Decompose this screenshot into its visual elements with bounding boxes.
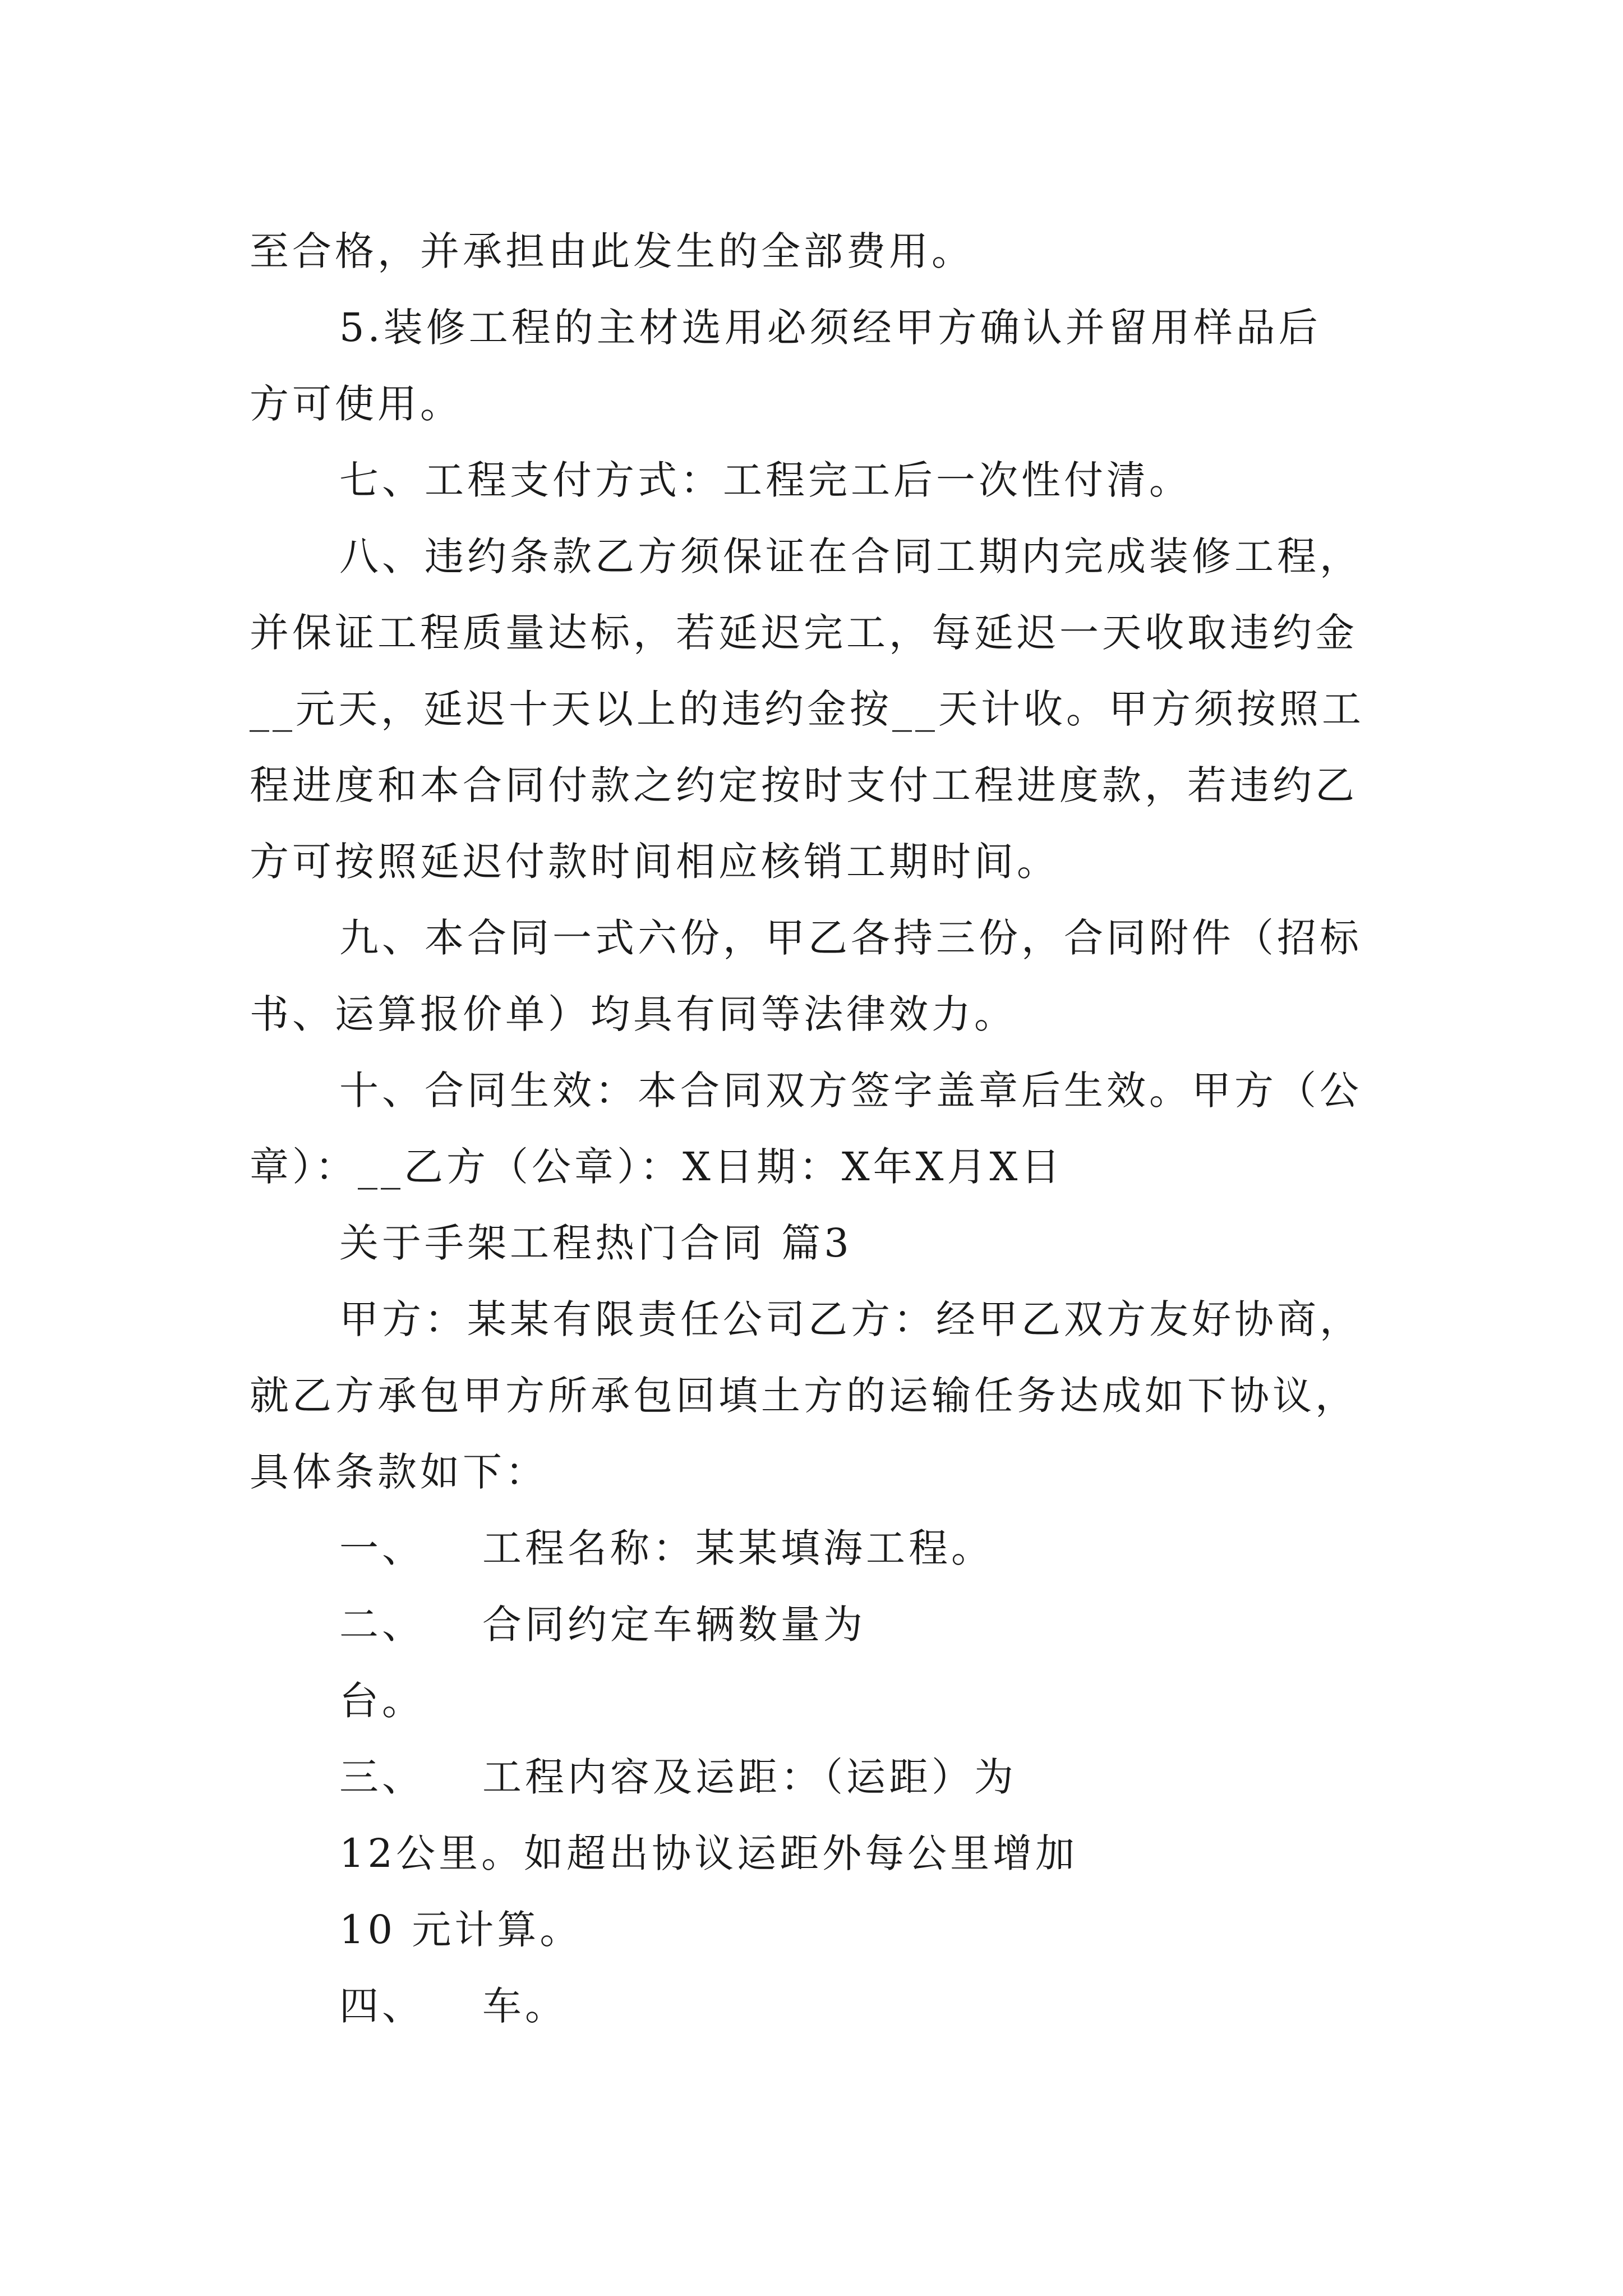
list-item-text: 工程名称：某某填海工程。 [482, 1525, 994, 1571]
paragraph-line: 九、本合同一式六份，甲乙各持三份，合同附件（招标 [339, 915, 1362, 961]
paragraph-line: 书、运算报价单）均具有同等法律效力。 [250, 991, 1017, 1037]
paragraph-line: 并保证工程质量达标，若延迟完工，每延迟一天收取违约金 [250, 610, 1358, 656]
paragraph-line: 八、违约条款乙方须保证在合同工期内完成装修工程， [339, 533, 1362, 579]
paragraph-line: 12公里。如超出协议运距外每公里增加 [339, 1830, 1078, 1876]
paragraph-line: __元天，延迟十天以上的违约金按__天计收。甲方须按照工 [250, 686, 1364, 732]
list-item-number: 三、 [339, 1754, 425, 1800]
list-item-number: 一、 [339, 1525, 425, 1571]
paragraph-line: 甲方：某某有限责任公司乙方：经甲乙双方友好协商， [339, 1296, 1362, 1342]
paragraph-line: 5.装修工程的主材选用必须经甲方确认并留用样品后 [339, 305, 1321, 351]
list-item [250, 1586, 1388, 1663]
paragraph-line: 章）：__乙方（公章）：X日期：X年X月X日 [250, 1144, 1064, 1190]
paragraph-line: 程进度和本合同付款之约定按时支付工程进度款，若违约乙 [250, 762, 1358, 808]
paragraph-line: 方可按照延迟付款时间相应核销工期时间。 [250, 839, 1059, 885]
list-item-text: 车。 [482, 1983, 568, 2029]
list-item-number: 二、 [339, 1602, 425, 1648]
paragraph-line: 具体条款如下： [250, 1449, 548, 1495]
list-item-number: 四、 [339, 1983, 425, 2029]
paragraph-line: 七、工程支付方式：工程完工后一次性付清。 [339, 457, 1192, 503]
paragraph-line: 就乙方承包甲方所承包回填土方的运输任务达成如下协议， [250, 1373, 1358, 1419]
paragraph-line: 至合格，并承担由此发生的全部费用。 [250, 228, 974, 274]
paragraph-line: 十、合同生效：本合同双方签字盖章后生效。甲方（公 [339, 1068, 1362, 1114]
paragraph-line: 10 元计算。 [339, 1907, 583, 1953]
list-item [250, 1510, 1388, 1586]
list-item-text: 工程内容及运距：（运距）为 [482, 1754, 1017, 1800]
paragraph-line: 台。 [339, 1678, 425, 1724]
list-item [250, 1968, 1388, 2044]
paragraph-line: 方可使用。 [250, 381, 463, 427]
list-item [250, 1739, 1388, 1815]
section-heading: 关于手架工程热门合同 篇3 [339, 1220, 852, 1266]
document-page [250, 213, 1388, 2044]
list-item-text: 合同约定车辆数量为 [482, 1602, 866, 1648]
